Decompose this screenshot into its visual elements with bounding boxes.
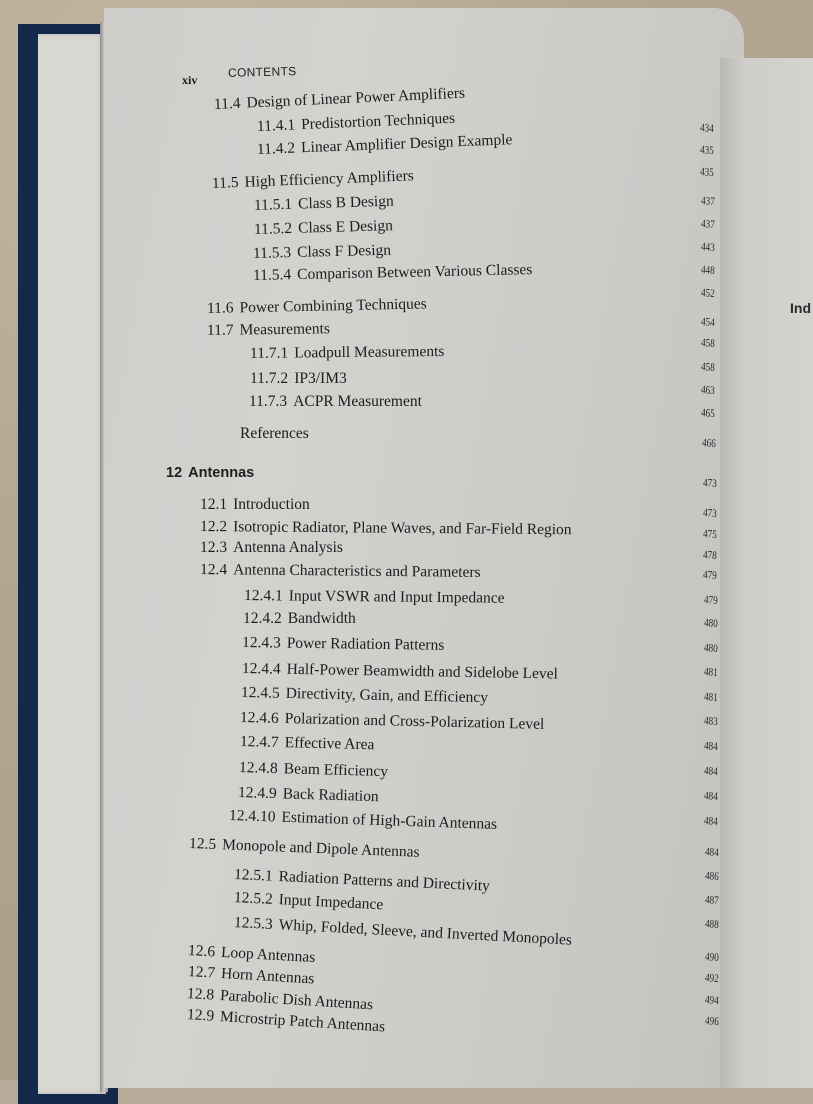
page-ref: 484 (703, 740, 719, 754)
toc-entry: 12.8 Parabolic Dish Antennas (186, 985, 374, 1014)
page-ref: 478 (702, 549, 718, 563)
page-ref: 494 (704, 994, 720, 1008)
page-ref: 452 (700, 287, 716, 301)
toc-entry: 12.3 Antenna Analysis (200, 539, 343, 556)
toc-entry: 12.4.7 Effective Area (239, 733, 375, 754)
page-ref: 484 (704, 846, 720, 860)
toc-entry: 12.4.6 Polarization and Cross-Polarization Level (239, 709, 545, 733)
page-ref: 443 (700, 241, 716, 255)
toc-entry: 12.5 Monopole and Dipole Antennas (188, 835, 420, 861)
page-ref: 484 (703, 815, 719, 829)
chapter-heading: 12 Antennas (166, 465, 255, 481)
toc-entry: 12.4.5 Directivity, Gain, and Efficiency (240, 684, 489, 707)
toc-entry: 12.4.3 Power Radiation Patterns (241, 634, 445, 654)
page-ref: 488 (704, 918, 720, 932)
facing-page-heading: Ind (790, 300, 811, 316)
running-header: CONTENTS (227, 64, 297, 80)
toc-entry: 11.4 Design of Linear Power Amplifiers (213, 84, 466, 113)
page-ref: 487 (704, 894, 720, 908)
toc-entry: 11.6 Power Combining Techniques (206, 295, 427, 317)
page-ref: 480 (703, 642, 719, 656)
toc-entry: 11.4.1 Predistortion Techniques (256, 109, 456, 135)
toc-entry: 12.4.4 Half-Power Beamwidth and Sidelobe Level (241, 660, 559, 683)
toc-entry: 12.4 Antenna Characteristics and Parameters (199, 561, 481, 581)
toc-entry: 11.7.2 IP3/IM3 (250, 370, 347, 387)
toc-entry: 12.4.9 Back Radiation (237, 784, 379, 806)
toc-entry: 11.5 High Efficiency Amplifiers (211, 167, 415, 192)
page-ref: 473 (702, 477, 718, 491)
toc-entry: 11.7.1 Loadpull Measurements (249, 342, 445, 362)
toc-entry: References (240, 425, 309, 442)
page-ref: 458 (700, 361, 716, 375)
toc-entry: 11.5.2 Class E Design (253, 217, 394, 238)
toc-entry: 11.5.3 Class F Design (252, 241, 392, 262)
page-ref: 484 (703, 765, 719, 779)
page-ref: 473 (702, 507, 718, 521)
toc-entry: 12.4.10 Estimation of High-Gain Antennas (228, 807, 498, 833)
toc-entry: 11.5.1 Class B Design (253, 192, 394, 214)
toc-entry: 11.7.3 ACPR Measurement (249, 393, 422, 410)
toc-entry: 12.2 Isotropic Radiator, Plane Waves, and Far-Field Region (199, 518, 572, 539)
toc-entry: 12.9 Microstrip Patch Antennas (186, 1006, 386, 1036)
page-ref: 437 (700, 195, 716, 209)
page-ref: 435 (699, 166, 715, 180)
toc-entry: 12.1 Introduction (200, 496, 310, 513)
page-ref: 483 (703, 715, 719, 729)
page-ref: 465 (700, 407, 716, 421)
page-ref: 454 (700, 316, 716, 330)
toc-entry: 11.4.2 Linear Amplifier Design Example (256, 131, 513, 158)
toc-entry: 11.5.4 Comparison Between Various Classes (252, 261, 533, 284)
toc-entry: 12.4.1 Input VSWR and Input Impedance (243, 587, 505, 607)
page-ref: 466 (701, 437, 717, 451)
page-number: xiv (182, 73, 198, 87)
page-ref: 481 (703, 691, 719, 705)
page-ref: 435 (699, 144, 715, 158)
page-ref: 463 (700, 384, 716, 398)
page-ref: 486 (704, 870, 720, 884)
page-ref: 484 (703, 790, 719, 804)
page-ref: 458 (700, 337, 716, 351)
toc-entry: 12.5.2 Input Impedance (233, 889, 384, 914)
page-ref: 434 (699, 122, 715, 136)
page-ref: 490 (704, 951, 720, 965)
page-ref: 448 (700, 264, 716, 278)
page-ref: 496 (704, 1015, 720, 1029)
toc-entry: 12.4.8 Beam Efficiency (238, 759, 389, 781)
page-ref: 481 (703, 666, 719, 680)
toc-entry: 12.4.2 Bandwidth (243, 610, 356, 627)
page-ref: 479 (703, 594, 719, 608)
page-ref: 475 (702, 528, 718, 542)
toc-entry: 12.5.3 Whip, Folded, Sleeve, and Inverted Monopoles (233, 914, 573, 949)
page-ref: 480 (703, 617, 719, 631)
page-ref: 492 (704, 972, 720, 986)
toc-entry: 12.6 Loop Antennas (187, 942, 316, 967)
toc-entry: 11.7 Measurements (206, 320, 331, 339)
toc-entry: 12.5.1 Radiation Patterns and Directivity (233, 866, 491, 895)
toc-entry: 12.7 Horn Antennas (187, 963, 315, 988)
page-ref: 479 (702, 569, 718, 583)
page-ref: 437 (700, 218, 716, 232)
